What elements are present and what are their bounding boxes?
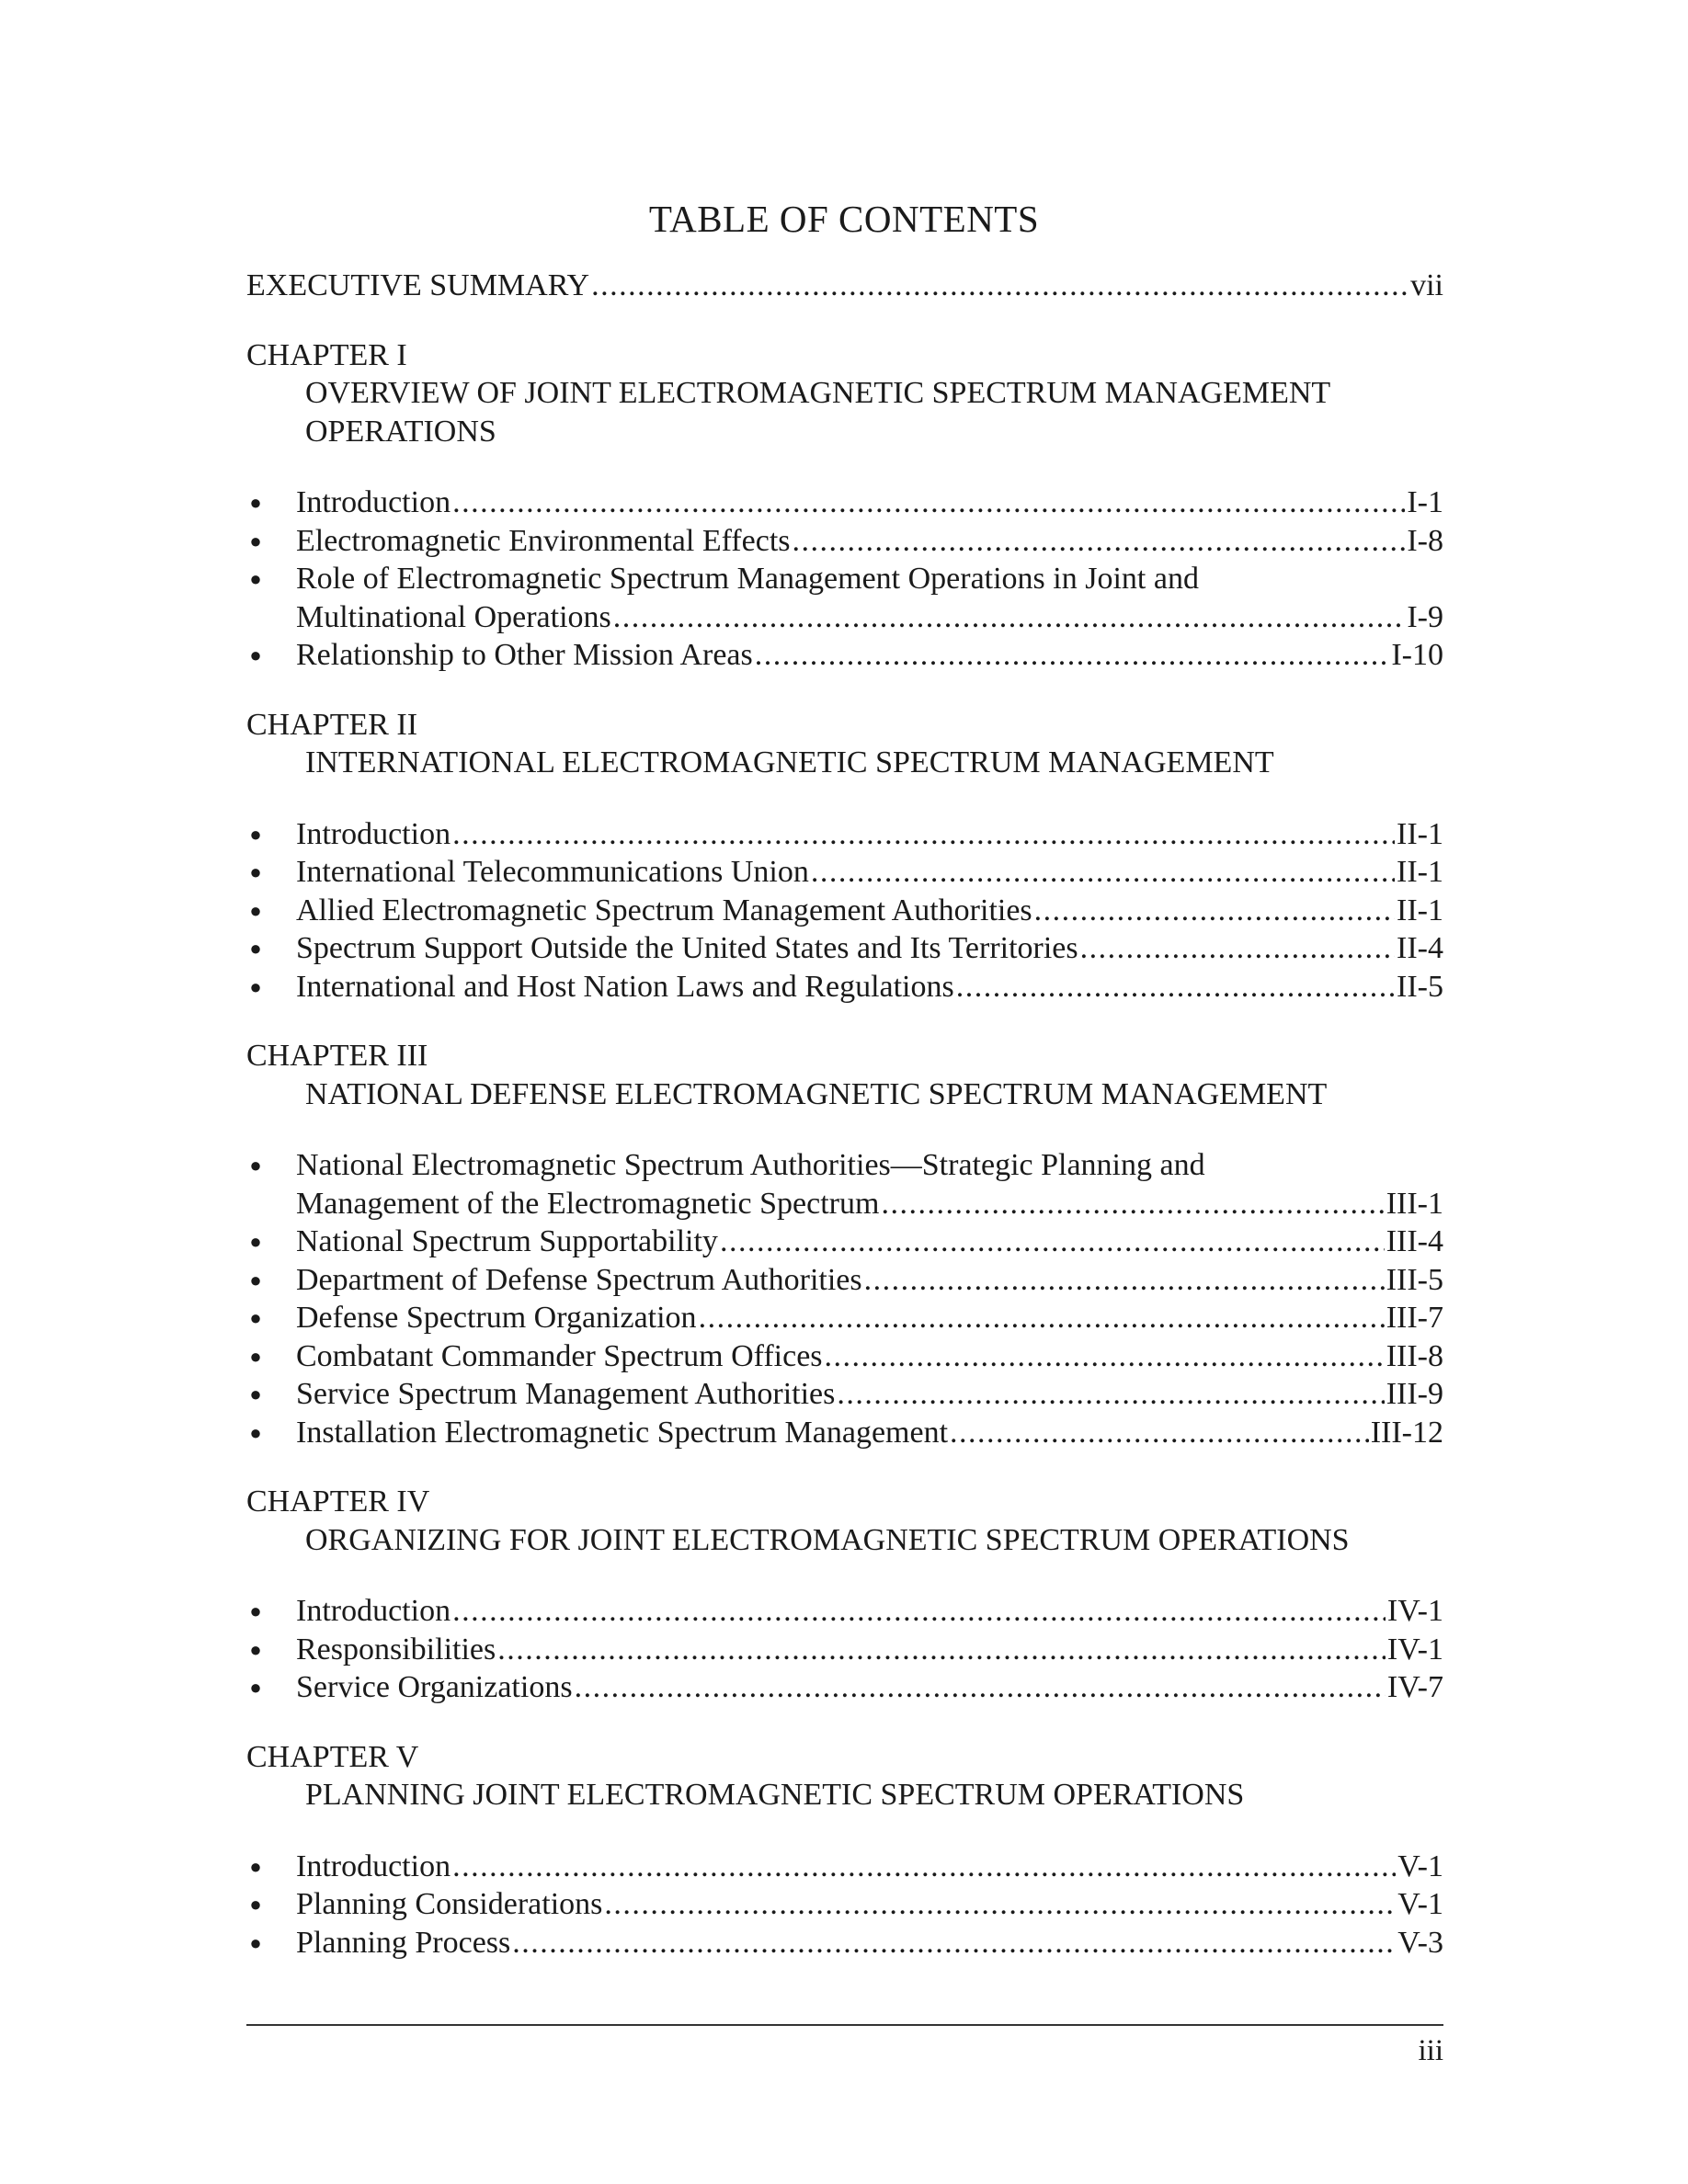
bullet-icon: ● <box>249 567 262 590</box>
toc-entry-label: Multinational Operations <box>296 599 611 634</box>
dot-leader <box>497 1631 1386 1669</box>
chapter-list <box>246 336 1443 1962</box>
dot-leader <box>720 1223 1385 1261</box>
toc-entry[interactable] <box>246 1885 1443 1924</box>
dot-leader <box>575 1668 1386 1707</box>
toc-entry-label: Introduction <box>296 485 451 519</box>
toc-entry-row <box>296 598 1443 637</box>
toc-entry-row <box>296 1414 1443 1452</box>
bullet-icon: ● <box>249 1637 262 1661</box>
toc-entry-row <box>296 892 1443 930</box>
toc-entry-page: II-5 <box>1397 969 1443 1004</box>
dot-leader <box>613 598 1406 637</box>
toc-entry-list <box>246 1592 1443 1707</box>
toc-entry-page: III-8 <box>1386 1338 1443 1373</box>
toc-entry[interactable] <box>246 892 1443 930</box>
dot-leader <box>793 522 1406 561</box>
chapter-title: PLANNING JOINT ELECTROMAGNETIC SPECTRUM OPERATIONS <box>305 1778 1245 1812</box>
toc-content <box>246 267 1443 1962</box>
toc-entry-row <box>296 522 1443 561</box>
toc-entry[interactable] <box>246 853 1443 892</box>
toc-entry[interactable] <box>246 1848 1443 1886</box>
toc-entry-label: Electromagnetic Environmental Effects <box>296 523 791 558</box>
toc-entry-page: II-1 <box>1397 816 1443 851</box>
bullet-icon: ● <box>249 860 262 883</box>
dot-leader <box>956 968 1395 1007</box>
toc-entry-label: Planning Process <box>296 1925 511 1960</box>
toc-entry[interactable] <box>246 483 1443 522</box>
toc-entry-row <box>296 1631 1443 1669</box>
toc-entry-label: Combatant Commander Spectrum Offices <box>296 1338 823 1373</box>
toc-entry-page: II-1 <box>1397 855 1443 889</box>
toc-entry-page: III-1 <box>1386 1186 1443 1221</box>
toc-entry-page: III-9 <box>1386 1377 1443 1411</box>
toc-entry-row <box>296 1223 1443 1261</box>
dot-leader <box>512 1924 1396 1962</box>
bullet-icon: ● <box>249 491 262 514</box>
dot-leader <box>452 1848 1396 1886</box>
toc-entry-row <box>296 1885 1443 1924</box>
toc-entry-page: II-1 <box>1397 893 1443 927</box>
toc-entry-row <box>296 483 1443 522</box>
toc-entry-executive-summary[interactable] <box>246 267 1443 305</box>
dot-leader <box>452 1592 1386 1631</box>
toc-entry-page: V-3 <box>1397 1925 1443 1960</box>
toc-entry-page: I-10 <box>1391 638 1443 672</box>
chapter-title: NATIONAL DEFENSE ELECTROMAGNETIC SPECTRUM MANAGEMENT <box>305 1076 1328 1111</box>
dot-leader <box>452 483 1405 522</box>
chapter-title: OVERVIEW OF JOINT ELECTROMAGNETIC SPECTRUM MANAGEMENT <box>305 376 1331 410</box>
bullet-icon: ● <box>249 1306 262 1329</box>
chapter-title: OPERATIONS <box>305 414 496 449</box>
toc-entry[interactable] <box>246 560 1443 636</box>
chapter-number: CHAPTER II <box>246 707 418 742</box>
toc-entry[interactable] <box>246 636 1443 675</box>
toc-entry[interactable] <box>246 929 1443 968</box>
toc-entry[interactable] <box>246 815 1443 854</box>
toc-entry[interactable] <box>246 1668 1443 1707</box>
bullet-icon: ● <box>249 1154 262 1177</box>
toc-entry-page: I-9 <box>1407 599 1443 634</box>
toc-entry-row <box>296 1337 1443 1376</box>
toc-entry-label: National Spectrum Supportability <box>296 1224 718 1258</box>
toc-entry-page: vii <box>1410 268 1443 302</box>
dot-leader <box>591 267 1409 305</box>
dot-leader <box>864 1261 1385 1300</box>
chapter-number: CHAPTER I <box>246 337 407 372</box>
page-title: TABLE OF CONTENTS <box>648 198 1040 240</box>
chapter-section <box>246 706 1443 1007</box>
toc-entry-page: IV-1 <box>1386 1594 1443 1628</box>
toc-entry-list <box>246 1146 1443 1451</box>
chapter-title: INTERNATIONAL ELECTROMAGNETIC SPECTRUM MANAGEMENT <box>305 745 1274 779</box>
bullet-icon: ● <box>249 1230 262 1253</box>
toc-entry-page: I-1 <box>1407 485 1443 519</box>
toc-entry-label: Planning Considerations <box>296 1887 603 1921</box>
footer-page-number: iii <box>1418 2034 1443 2067</box>
dot-leader <box>825 1337 1385 1376</box>
toc-entry-label: Installation Electromagnetic Spectrum Management <box>296 1415 949 1450</box>
toc-entry-list <box>246 483 1443 675</box>
dot-leader <box>881 1185 1384 1223</box>
toc-entry-row <box>296 1299 1443 1337</box>
toc-entry-page: V-1 <box>1397 1848 1443 1883</box>
toc-entry-label: Management of the Electromagnetic Spectrum <box>296 1186 880 1221</box>
bullet-icon: ● <box>249 898 262 922</box>
chapter-number: CHAPTER V <box>246 1739 419 1774</box>
chapter-section <box>246 1738 1443 1962</box>
bullet-icon: ● <box>249 1268 262 1291</box>
toc-entry-label: Spectrum Support Outside the United States and Its Territories <box>296 931 1078 965</box>
toc-entry-page: IV-7 <box>1386 1670 1443 1704</box>
chapter-section <box>246 336 1443 675</box>
bullet-icon: ● <box>249 1676 262 1699</box>
toc-entry[interactable] <box>246 1299 1443 1337</box>
toc-entry-row <box>296 1668 1443 1707</box>
toc-entry-row <box>296 968 1443 1007</box>
toc-entry-label: International and Host Nation Laws and Regulations <box>296 969 954 1004</box>
toc-entry-row <box>296 929 1443 968</box>
toc-entry-row <box>296 1924 1443 1962</box>
toc-entry-label: Responsibilities <box>296 1632 496 1666</box>
toc-entry[interactable] <box>246 1414 1443 1452</box>
toc-entry-label: Service Organizations <box>296 1670 573 1704</box>
toc-entry-label: Allied Electromagnetic Spectrum Management Authorities <box>296 893 1032 927</box>
toc-entry-label: Department of Defense Spectrum Authorities <box>296 1262 862 1297</box>
bullet-icon: ● <box>249 529 262 552</box>
bullet-icon: ● <box>249 1893 262 1916</box>
bullet-icon: ● <box>249 1420 262 1444</box>
toc-entry-list <box>246 1848 1443 1962</box>
bullet-icon: ● <box>249 1382 262 1405</box>
chapter-number: CHAPTER III <box>246 1039 428 1073</box>
dot-leader <box>1034 892 1395 930</box>
toc-entry-list <box>246 815 1443 1007</box>
toc-entry[interactable] <box>246 968 1443 1007</box>
toc-entry[interactable] <box>246 1337 1443 1376</box>
bullet-icon: ● <box>249 822 262 846</box>
toc-entry[interactable] <box>246 1261 1443 1300</box>
toc-entry[interactable] <box>246 1631 1443 1669</box>
toc-entry-page: III-12 <box>1370 1415 1443 1450</box>
toc-entry[interactable] <box>246 1146 1443 1223</box>
chapter-section <box>246 1037 1443 1451</box>
toc-entry-row <box>296 815 1443 854</box>
toc-entry-label: Introduction <box>296 1848 451 1883</box>
dot-leader <box>1080 929 1395 968</box>
toc-entry[interactable] <box>246 1223 1443 1261</box>
toc-entry-row <box>296 1185 1443 1223</box>
bullet-icon: ● <box>249 937 262 960</box>
toc-entry-row <box>296 1261 1443 1300</box>
toc-entry-page: III-4 <box>1386 1224 1443 1258</box>
toc-entry-page: I-8 <box>1407 523 1443 558</box>
chapter-number: CHAPTER IV <box>246 1484 430 1519</box>
toc-entry-page: V-1 <box>1397 1887 1443 1921</box>
toc-entry-label: International Telecommunications Union <box>296 855 809 889</box>
toc-entry-label: Relationship to Other Mission Areas <box>296 638 753 672</box>
toc-entry-label-line: Role of Electromagnetic Spectrum Management Operations in Joint and <box>296 562 1199 596</box>
bullet-icon: ● <box>249 643 262 666</box>
bullet-icon: ● <box>249 1599 262 1622</box>
toc-entry-row <box>296 853 1443 892</box>
bullet-icon: ● <box>249 1930 262 1954</box>
toc-entry-row <box>296 636 1443 675</box>
toc-entry[interactable] <box>246 1924 1443 1962</box>
toc-entry-page: III-5 <box>1386 1262 1443 1297</box>
dot-leader <box>950 1414 1369 1452</box>
toc-entry[interactable] <box>246 1375 1443 1414</box>
chapter-section <box>246 1483 1443 1707</box>
dot-leader <box>837 1375 1384 1414</box>
dot-leader <box>755 636 1390 675</box>
toc-entry-page: IV-1 <box>1386 1632 1443 1666</box>
dot-leader <box>699 1299 1385 1337</box>
toc-entry-page: III-7 <box>1386 1301 1443 1335</box>
toc-entry[interactable] <box>246 1592 1443 1631</box>
toc-entry-page: II-4 <box>1397 931 1443 965</box>
toc-entry-label: EXECUTIVE SUMMARY <box>246 268 590 302</box>
bullet-icon: ● <box>249 1854 262 1878</box>
toc-entry-row <box>296 1848 1443 1886</box>
toc-entry[interactable] <box>246 522 1443 561</box>
dot-leader <box>811 853 1395 892</box>
dot-leader <box>604 1885 1396 1924</box>
toc-entry-label: Service Spectrum Management Authorities <box>296 1377 836 1411</box>
toc-entry-label-line: National Electromagnetic Spectrum Authorities—Strategic Planning and <box>296 1148 1205 1182</box>
chapter-title: ORGANIZING FOR JOINT ELECTROMAGNETIC SPECTRUM OPERATIONS <box>305 1522 1350 1557</box>
bullet-icon: ● <box>249 1344 262 1368</box>
toc-entry-label: Introduction <box>296 1594 451 1628</box>
toc-entry-label: Introduction <box>296 816 451 851</box>
toc-entry-label: Defense Spectrum Organization <box>296 1301 697 1335</box>
dot-leader <box>452 815 1395 854</box>
footer-divider <box>246 2024 1443 2026</box>
toc-entry-row <box>296 1592 1443 1631</box>
toc-entry-row <box>296 1375 1443 1414</box>
bullet-icon: ● <box>249 974 262 998</box>
